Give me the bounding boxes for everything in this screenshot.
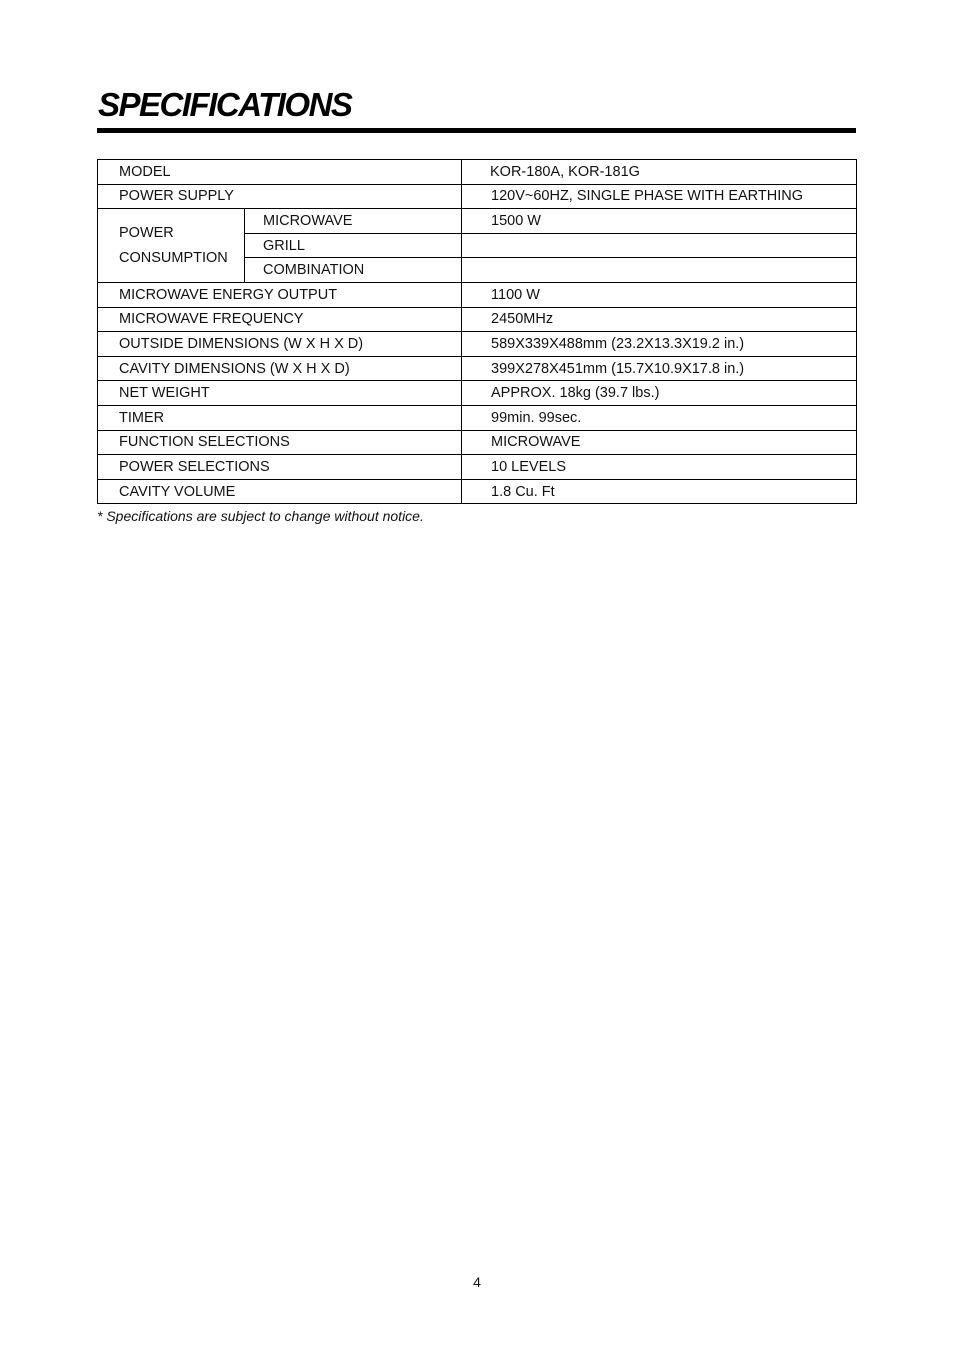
footnote: * Specifications are subject to change without notice. <box>97 508 424 524</box>
power-consumption-label-line2: CONSUMPTION <box>119 249 228 266</box>
power-consumption-label-line1: POWER <box>119 224 174 241</box>
page-number: 4 <box>473 1274 481 1290</box>
spec-label: TIMER <box>98 405 462 430</box>
table-row <box>98 356 857 381</box>
table-row <box>98 479 857 504</box>
spec-label: FUNCTION SELECTIONS <box>98 430 462 455</box>
table-row <box>98 430 857 455</box>
table-row <box>98 405 857 430</box>
spec-value: 10 LEVELS <box>462 455 857 480</box>
spec-value <box>462 258 857 283</box>
table-row <box>98 332 857 357</box>
spec-value: 120V~60HZ, SINGLE PHASE WITH EARTHING <box>462 184 857 209</box>
spec-label: OUTSIDE DIMENSIONS (W X H X D) <box>98 332 462 357</box>
spec-value: 1500 W <box>462 209 857 234</box>
spec-value: 2450MHz <box>462 307 857 332</box>
table-row <box>98 184 857 209</box>
spec-label: POWER SUPPLY <box>98 184 462 209</box>
spec-label: CAVITY DIMENSIONS (W X H X D) <box>98 356 462 381</box>
spec-value: KOR-180A, KOR-181G <box>462 160 857 185</box>
spec-value: APPROX. 18kg (39.7 lbs.) <box>462 381 857 406</box>
spec-label: MICROWAVE FREQUENCY <box>98 307 462 332</box>
spec-label: POWER SELECTIONS <box>98 455 462 480</box>
table-row <box>98 160 857 185</box>
spec-label: CAVITY VOLUME <box>98 479 462 504</box>
spec-value: MICROWAVE <box>462 430 857 455</box>
spec-value: 589X339X488mm (23.2X13.3X19.2 in.) <box>462 332 857 357</box>
spec-sublabel: COMBINATION <box>245 258 462 283</box>
table-row <box>98 282 857 307</box>
spec-label: MICROWAVE ENERGY OUTPUT <box>98 282 462 307</box>
power-consumption-label <box>98 209 245 283</box>
table-row <box>98 307 857 332</box>
spec-label: MODEL <box>98 160 462 185</box>
spec-value: 1.8 Cu. Ft <box>462 479 857 504</box>
specifications-table <box>97 159 857 504</box>
spec-value: 1100 W <box>462 282 857 307</box>
spec-value: 399X278X451mm (15.7X10.9X17.8 in.) <box>462 356 857 381</box>
title-underline <box>97 128 856 133</box>
spec-sublabel: MICROWAVE <box>245 209 462 234</box>
spec-value: 99min. 99sec. <box>462 405 857 430</box>
table-row <box>98 209 857 234</box>
table-row <box>98 381 857 406</box>
page-title: SPECIFICATIONS <box>98 86 352 123</box>
spec-sublabel: GRILL <box>245 233 462 258</box>
table-row <box>98 455 857 480</box>
spec-value <box>462 233 857 258</box>
spec-label: NET WEIGHT <box>98 381 462 406</box>
